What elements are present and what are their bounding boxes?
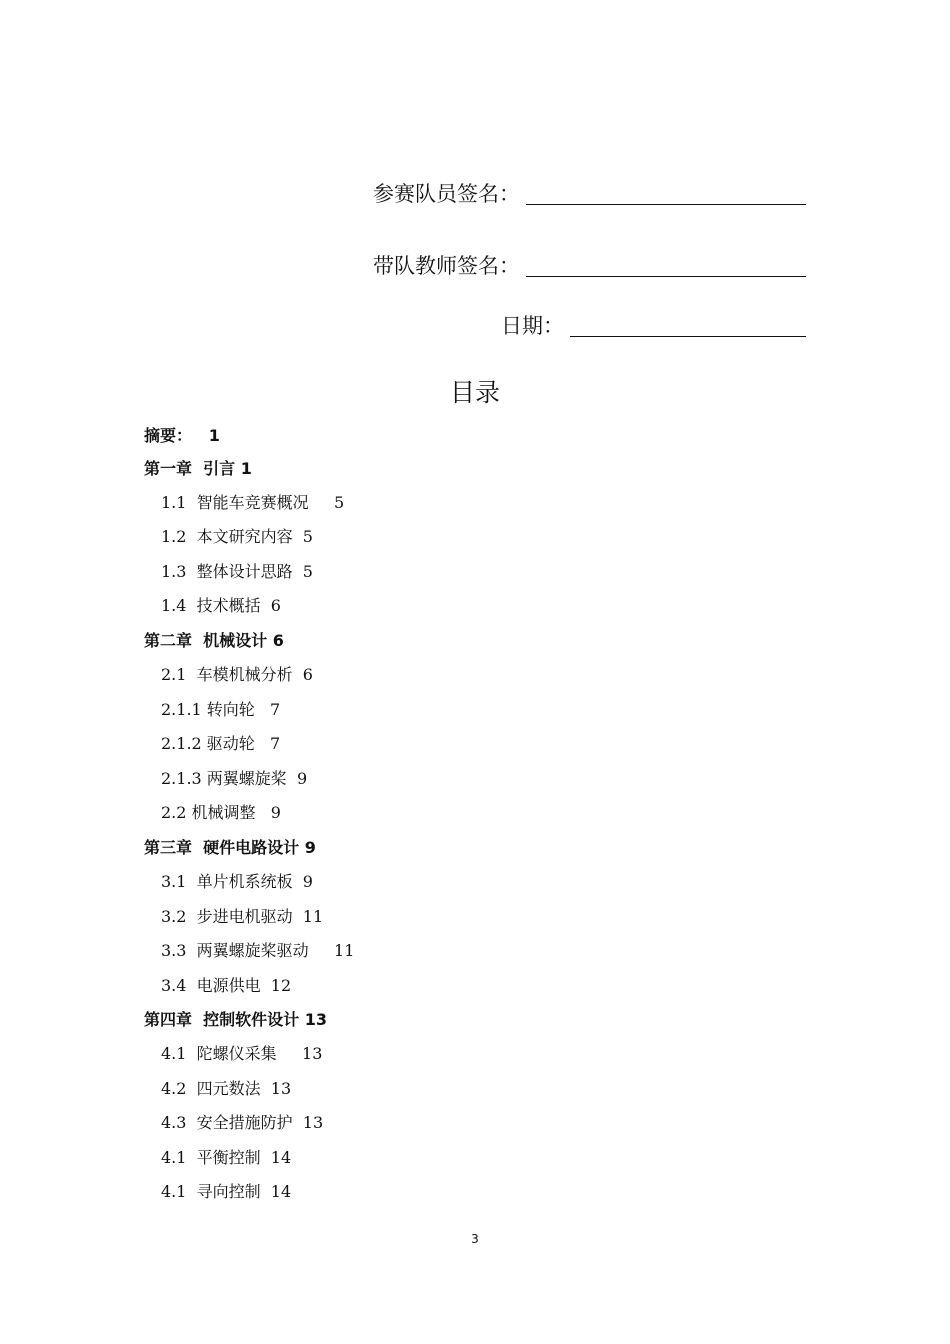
page-number: 3 bbox=[471, 1232, 479, 1246]
toc-entry-chapter-2: 第二章 机械设计 6 bbox=[144, 631, 284, 650]
date-label: 日期： bbox=[501, 314, 564, 338]
toc-entry: 2.1.1 转向轮 7 bbox=[161, 700, 281, 719]
toc-entry-abstract: 摘要： 1 bbox=[144, 426, 220, 445]
team-member-signature-row bbox=[373, 184, 806, 205]
toc-entry: 2.1 车模机械分析 6 bbox=[161, 665, 313, 684]
team-member-signature-label: 参赛队员签名： bbox=[373, 182, 520, 206]
toc-entry: 2.1.3 两翼螺旋桨 9 bbox=[161, 769, 308, 788]
toc-entry: 3.1 单片机系统板 9 bbox=[161, 872, 313, 891]
instructor-signature-line bbox=[526, 275, 806, 277]
toc-entry: 4.1 平衡控制 14 bbox=[161, 1148, 292, 1167]
toc-title: 目录 bbox=[449, 378, 500, 407]
toc-entry: 3.2 步进电机驱动 11 bbox=[161, 907, 324, 926]
date-line bbox=[570, 335, 806, 337]
toc-entry: 3.4 电源供电 12 bbox=[161, 976, 292, 995]
instructor-signature-label: 带队教师签名： bbox=[373, 254, 520, 278]
toc-entry: 3.3 两翼螺旋桨驱动 11 bbox=[161, 941, 355, 960]
toc-entry: 4.2 四元数法 13 bbox=[161, 1079, 292, 1098]
instructor-signature-row bbox=[373, 256, 806, 277]
toc-entry: 1.4 技术概括 6 bbox=[161, 596, 281, 615]
toc-entry-chapter-4: 第四章 控制软件设计 13 bbox=[144, 1010, 327, 1029]
toc-entry: 2.2 机械调整 9 bbox=[161, 803, 281, 822]
date-row bbox=[501, 316, 806, 337]
toc-entry: 4.3 安全措施防护 13 bbox=[161, 1113, 324, 1132]
toc-entry: 2.1.2 驱动轮 7 bbox=[161, 734, 281, 753]
toc-entry-chapter-1: 第一章 引言 1 bbox=[144, 459, 252, 478]
toc-entry: 1.2 本文研究内容 5 bbox=[161, 527, 313, 546]
toc-entry: 4.1 寻向控制 14 bbox=[161, 1182, 292, 1201]
toc-entry: 1.3 整体设计思路 5 bbox=[161, 562, 313, 581]
toc-entry-chapter-3: 第三章 硬件电路设计 9 bbox=[144, 838, 316, 857]
toc-entry: 1.1 智能车竞赛概况 5 bbox=[161, 493, 345, 512]
toc-entry: 4.1 陀螺仪采集 13 bbox=[161, 1044, 323, 1063]
team-member-signature-line bbox=[526, 203, 806, 205]
